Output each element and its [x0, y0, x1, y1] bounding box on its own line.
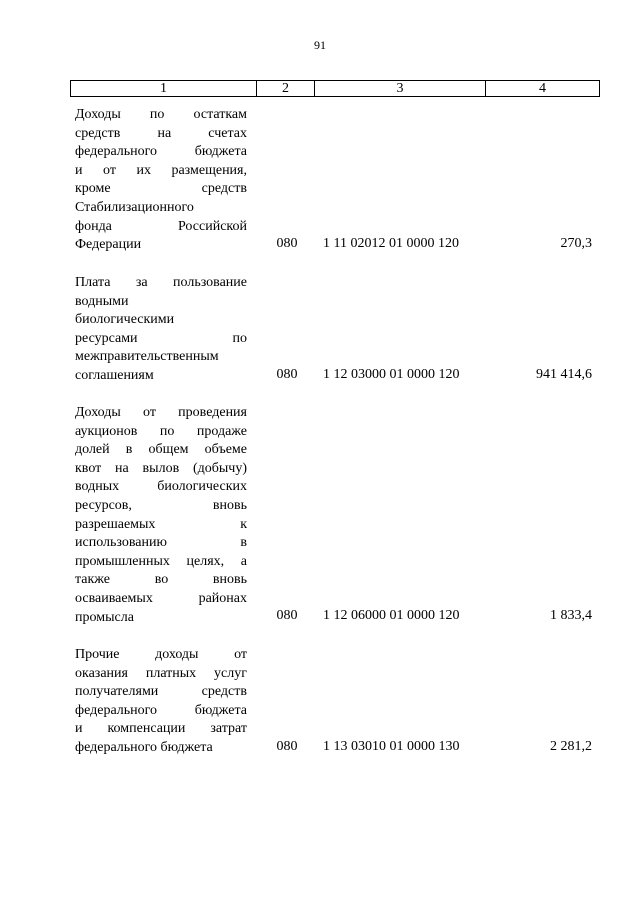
- amount-value: 941 414,6: [536, 367, 592, 382]
- description-line: и компенсации затрат: [75, 721, 247, 737]
- row-description: [75, 646, 247, 758]
- description-line: Доходы от проведения: [75, 405, 247, 420]
- header-col-1: 1: [71, 81, 257, 96]
- page-number: 91: [314, 38, 326, 52]
- description-line: также во вновь: [75, 572, 247, 588]
- description-line: оказания платных услуг: [75, 665, 247, 681]
- description-line: биологическими: [75, 312, 175, 328]
- description-line: и от их размещения,: [75, 162, 247, 178]
- amount-value: 2 281,2: [550, 739, 592, 754]
- description-line: Стабилизационного: [75, 199, 194, 215]
- description-line: ресурсами по: [75, 330, 247, 346]
- header-col-3: 3: [315, 81, 486, 96]
- budget-classification-code: 1 13 03010 01 0000 130: [323, 739, 460, 754]
- amount-value: 1 833,4: [550, 608, 592, 623]
- description-line: промысла: [75, 609, 134, 625]
- amount-value: 270,3: [560, 236, 592, 251]
- description-line: средств на счетах: [75, 125, 247, 141]
- description-line: соглашениям: [75, 367, 154, 383]
- description-line: водными: [75, 293, 129, 309]
- description-line: промышленных целях, а: [75, 553, 247, 569]
- description-line: использованию в: [75, 535, 247, 551]
- admin-code: 080: [276, 608, 298, 623]
- row-description: [75, 106, 247, 255]
- admin-code: 080: [276, 367, 298, 382]
- description-line: кроме средств: [75, 181, 247, 197]
- description-line: аукционов по продаже: [75, 423, 247, 439]
- row-description: [75, 274, 247, 386]
- description-line: фонда Российской: [75, 218, 247, 234]
- description-line: Плата за пользование: [75, 275, 247, 290]
- header-col-4: 4: [539, 81, 546, 96]
- description-line: федерального бюджета: [75, 739, 213, 755]
- admin-code: 080: [276, 739, 298, 754]
- description-line: федерального бюджета: [75, 702, 247, 718]
- row-description: [75, 404, 247, 627]
- description-line: межправительственным: [75, 349, 219, 365]
- description-line: ресурсов, вновь: [75, 497, 247, 513]
- description-line: водных биологических: [75, 479, 247, 495]
- description-line: долей в общем объеме: [75, 442, 247, 458]
- budget-classification-code: 1 11 02012 01 0000 120: [323, 236, 459, 251]
- budget-classification-code: 1 12 03000 01 0000 120: [323, 367, 460, 382]
- description-line: Федерации: [75, 237, 142, 253]
- header-col-2: 2: [257, 81, 315, 96]
- table-header: [70, 80, 600, 97]
- admin-code: 080: [276, 236, 298, 251]
- description-line: осваиваемых районах: [75, 590, 247, 606]
- description-line: Прочие доходы от: [75, 647, 247, 662]
- description-line: квот на вылов (добычу): [75, 460, 247, 476]
- description-line: разрешаемых к: [75, 516, 247, 532]
- description-line: Доходы по остаткам: [75, 107, 247, 122]
- description-line: получателями средств: [75, 684, 247, 700]
- description-line: федерального бюджета: [75, 144, 247, 160]
- budget-classification-code: 1 12 06000 01 0000 120: [323, 608, 460, 623]
